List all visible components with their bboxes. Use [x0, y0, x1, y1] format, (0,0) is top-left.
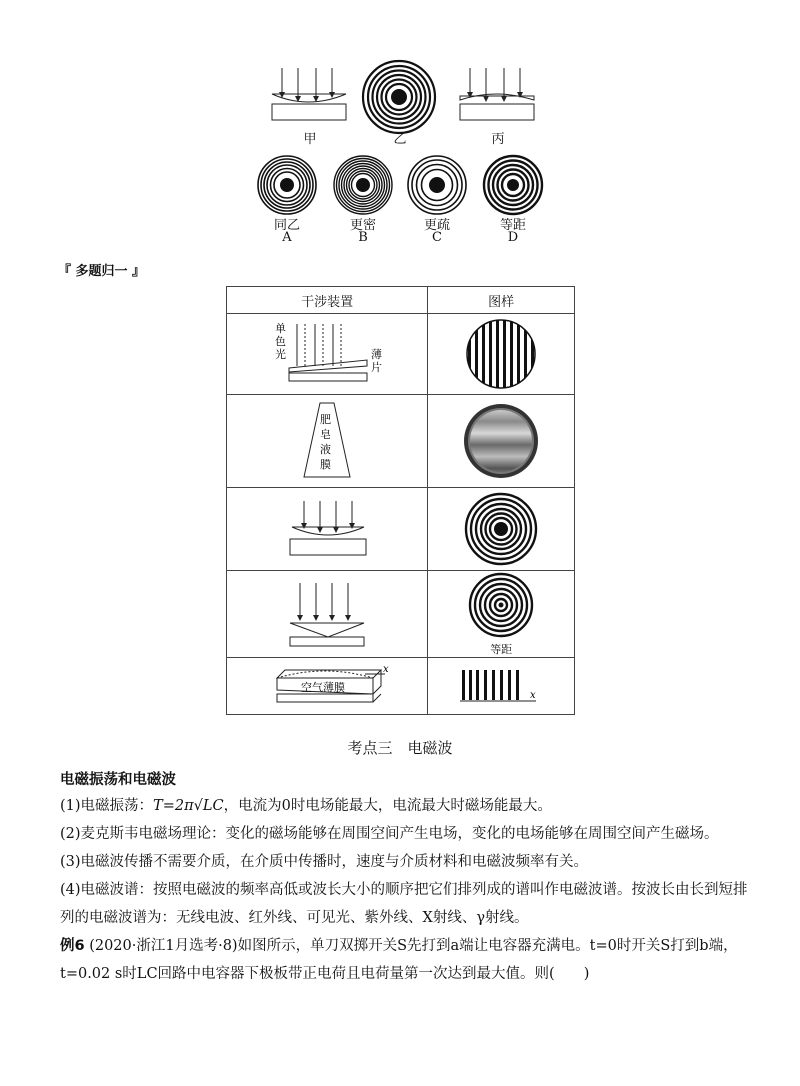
equidistant-label: 等距	[490, 643, 513, 656]
light-label-2: 色	[275, 335, 287, 348]
soap-label-2: 皂	[320, 428, 332, 441]
label-bing: 丙	[491, 132, 505, 147]
row1-pattern	[428, 314, 575, 395]
row4-device	[227, 571, 428, 658]
air-film-axis-label: x	[383, 664, 389, 675]
option-b-caption: 更密	[349, 218, 376, 233]
example-source: (2020·浙江1月选考·8)	[89, 938, 238, 954]
row5-device	[227, 658, 428, 715]
subheading: 电磁振荡和电磁波	[60, 772, 176, 788]
straight-fringes-pattern	[464, 317, 538, 391]
paragraph-3: (3)电磁波传播不需要介质，在介质中传播时，速度与介质材料和电磁波频率有关。	[60, 854, 589, 870]
paragraph-1-prefix: (1)电磁振荡：	[60, 798, 154, 814]
row5-pattern	[428, 658, 575, 715]
paragraph-1-body: ，电流为0时电场能最大，电流最大时磁场能最大。	[223, 798, 552, 814]
newton-rings-yi	[361, 59, 437, 135]
lens-setup-jia-diagram	[268, 66, 350, 124]
newton-rings-device-diagram	[282, 497, 372, 561]
table-header-device: 干涉装置	[227, 287, 428, 314]
interference-table	[226, 286, 575, 715]
row2-device	[227, 395, 428, 488]
lens-setup-bing-diagram	[456, 66, 538, 124]
row1-device	[227, 314, 428, 395]
option-d-caption: 等距	[499, 218, 526, 233]
option-a-letter: A	[282, 230, 292, 245]
period-formula: T=2π√LC	[153, 798, 224, 814]
cone-setup-diagram	[282, 579, 372, 649]
row2-pattern	[428, 395, 575, 488]
soap-film-fringes-pattern	[462, 402, 540, 480]
table-header-pattern: 图样	[428, 287, 575, 314]
example-6	[60, 932, 760, 988]
example-label: 例6	[60, 938, 85, 954]
light-label-3: 光	[275, 348, 287, 361]
soap-film-diagram	[292, 399, 362, 483]
wedge-film-diagram	[267, 318, 387, 390]
soap-label-4: 膜	[320, 458, 332, 471]
soap-label-1: 肥	[320, 413, 332, 426]
rings-option-d	[482, 154, 544, 216]
paragraph-4: (4)电磁波谱：按照电磁波的频率高低或波长大小的顺序把它们排列成的谱叫作电磁波谱。按波长由长到短排列的电磁波谱为：无线电波、红外线、可见光、紫外线、X射线、γ射线。	[60, 882, 748, 926]
paragraph-2: (2)麦克斯韦电磁场理论：变化的磁场能够在周围空间产生电场，变化的电场能够在周围空间产生磁场。	[60, 826, 719, 842]
section-title: 考点三 电磁波	[347, 739, 453, 757]
film-label-1: 薄	[371, 348, 383, 361]
rings-option-a	[256, 154, 318, 216]
paragraph-1	[60, 792, 760, 820]
label-yi: 乙	[393, 132, 407, 147]
option-d-letter: D	[507, 230, 519, 245]
row3-pattern	[428, 488, 575, 571]
option-a-caption: 同乙	[273, 218, 300, 233]
film-label-2: 片	[371, 361, 383, 374]
pattern-axis-label: x	[530, 690, 536, 701]
label-jia: 甲	[303, 132, 317, 147]
row4-pattern	[428, 571, 575, 658]
newton-rings-pattern	[463, 491, 539, 567]
air-film-label: 空气薄膜	[301, 681, 346, 694]
air-film-fringes-pattern	[456, 664, 546, 708]
rings-option-b	[332, 154, 394, 216]
rings-option-c	[406, 154, 468, 216]
soap-label-3: 液	[320, 443, 332, 456]
example-text: 如图所示，单刀双掷开关S先打到a端让电容器充满电。t=0时开关S打到b端，t=0.02 s时LC回路中电容器下极板带正电荷且电荷量第一次达到最大值。则( )	[60, 938, 738, 982]
air-film-diagram	[265, 664, 389, 708]
row3-device	[227, 488, 428, 571]
light-label-1: 单	[275, 322, 287, 335]
summary-heading: 『 多题归一 』	[58, 264, 146, 279]
option-c-letter: C	[432, 230, 442, 245]
option-b-letter: B	[358, 230, 368, 245]
option-c-caption: 更疏	[423, 218, 450, 233]
